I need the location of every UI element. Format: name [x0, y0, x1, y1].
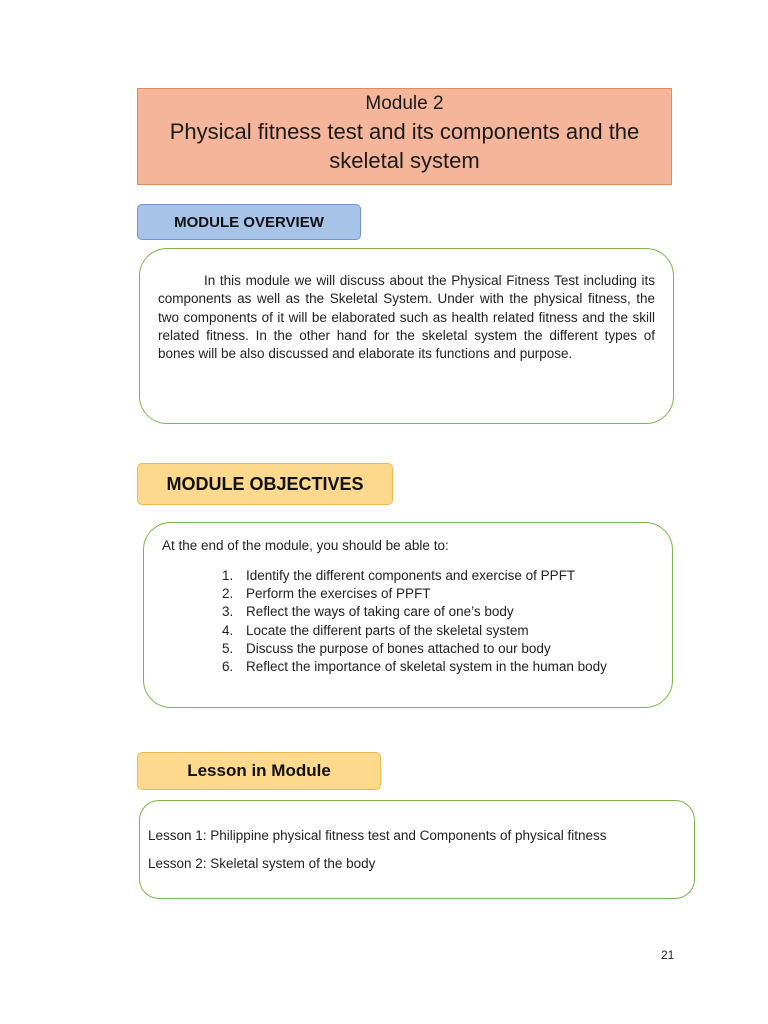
module-objectives-heading: MODULE OBJECTIVES: [137, 463, 393, 505]
objective-text: Identify the different components and exercise of PPFT: [246, 568, 576, 583]
objective-number: 4.: [222, 622, 234, 638]
objective-number: 1.: [222, 568, 234, 583]
objective-number: 2.: [222, 586, 234, 602]
objectives-intro: At the end of the module, you should be able to:: [162, 538, 449, 553]
objective-item: [222, 585, 652, 603]
objective-number: 6.: [222, 659, 234, 675]
objective-text: Reflect the importance of skeletal system in the human body: [246, 659, 607, 675]
module-objectives-panel: [143, 522, 673, 708]
objective-text: Perform the exercises of PPFT: [246, 586, 431, 602]
objective-item: [222, 658, 652, 676]
objective-item: [222, 567, 652, 585]
lesson-item: Lesson 1: Philippine physical fitness test and Components of physical fitness: [148, 828, 607, 843]
objective-item: [222, 640, 652, 658]
lesson-item: Lesson 2: Skeletal system of the body: [148, 856, 376, 871]
objective-text: Reflect the ways of taking care of one’s body: [246, 604, 514, 620]
objective-number: 3.: [222, 604, 234, 620]
objective-item: [222, 603, 652, 621]
lesson-in-module-heading: Lesson in Module: [137, 752, 381, 790]
lesson-list-panel: [139, 800, 695, 899]
module-title-box: [137, 88, 672, 185]
module-title: Physical fitness test and its components and the skeletal system: [169, 119, 640, 173]
objective-text: Locate the different parts of the skeletal system: [246, 622, 529, 638]
page-number: 21: [661, 948, 675, 962]
objective-number: 5.: [222, 640, 234, 656]
objective-item: [222, 622, 652, 640]
objective-text: Discuss the purpose of bones attached to our body: [246, 640, 551, 656]
module-overview-text: In this module we will discuss about the Physical Fitness Test including its components as well as the Skeletal System. Under with the physical fitness, the two components of it will be elaborated such as health related fitness and the skill related fitness. In the other hand for the skeletal system the different types of bones will be also discussed and elaborate its functions and purpose.: [158, 273, 655, 362]
module-overview-heading: MODULE OVERVIEW: [137, 204, 361, 240]
objectives-list: [162, 567, 652, 676]
module-number: Module 2: [365, 93, 444, 114]
module-overview-panel: [139, 248, 674, 424]
